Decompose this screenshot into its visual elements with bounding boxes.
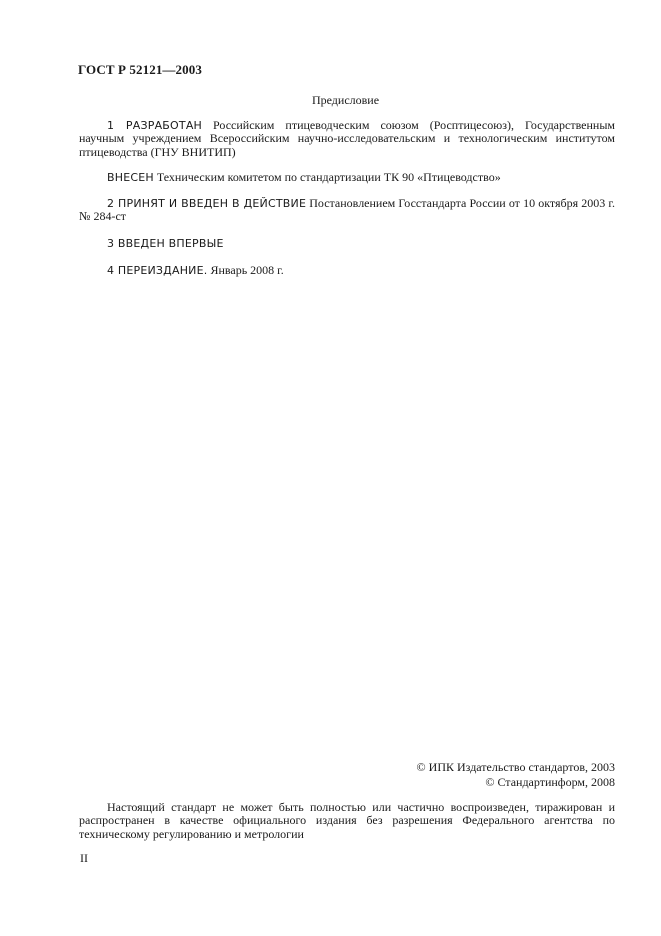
paragraph-text: Январь 2008 г.	[207, 263, 284, 277]
paragraph-lead: 3 ВВЕДЕН ВПЕРВЫЕ	[107, 237, 224, 250]
paragraph-reissue	[79, 264, 615, 277]
copyright-standartinform: © Стандартинформ, 2008	[485, 775, 615, 789]
paragraph-first-introduced	[79, 237, 615, 250]
paragraph-lead: 1 РАЗРАБОТАН	[107, 119, 203, 132]
paragraph-text: Техническим комитетом по стандартизации ТК 90 «Птицеводство»	[153, 170, 501, 184]
paragraph-developed	[79, 119, 615, 159]
section-title: Предисловие	[311, 93, 380, 107]
paragraph-introduced	[79, 171, 615, 184]
paragraph-lead: ВНЕСЕН	[107, 171, 154, 184]
paragraph-lead: 4 ПЕРЕИЗДАНИЕ.	[107, 264, 208, 277]
paragraph-lead: 2 ПРИНЯТ И ВВЕДЕН В ДЕЙСТВИЕ	[107, 197, 307, 210]
reproduction-notice: Настоящий стандарт не может быть полностью или частично воспроизведен, тиражирован и распространен в качестве официального издания без разрешения Федерального агентства по техническому регулированию и метрологии	[79, 800, 615, 841]
copyright-ipk: © ИПК Издательство стандартов, 2003	[416, 760, 615, 774]
paragraph-text: Постановлением Госстандарта России от 10 октября 2003 г. № 284-ст	[79, 196, 615, 224]
paragraph-adopted	[79, 197, 615, 224]
standard-code: ГОСТ Р 52121—2003	[78, 62, 202, 77]
paragraph-text: Российским птицеводческим союзом (Росптицесоюз), Государственным научным учреждением Всероссийским научно-исследовательским и технологическим институтом птицеводства (ГНУ ВНИТИП)	[79, 118, 616, 159]
page-number: II	[80, 851, 88, 865]
